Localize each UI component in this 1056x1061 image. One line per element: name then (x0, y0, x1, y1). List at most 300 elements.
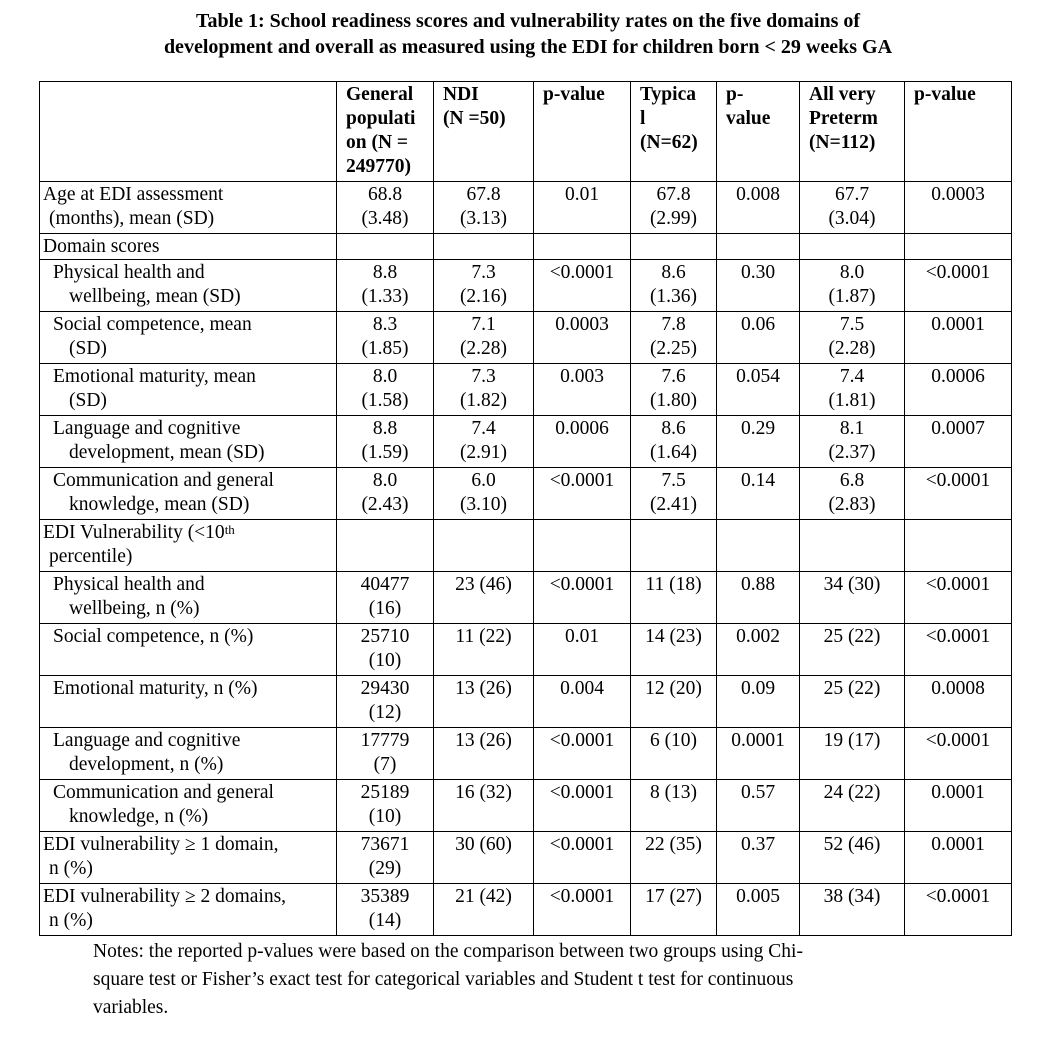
cell-value: (1.87) (828, 286, 876, 307)
table-cell (534, 832, 631, 884)
row-label-line: knowledge, mean (SD) (69, 494, 250, 515)
table-notes (93, 938, 923, 1022)
cell-value: 0.054 (736, 366, 780, 387)
table-cell (631, 572, 717, 624)
table-cell (905, 234, 1012, 260)
table-cell (800, 520, 905, 572)
table-cell (631, 468, 717, 520)
header-line: All very (809, 84, 876, 105)
table-title (0, 8, 1056, 60)
cell-value: 0.0008 (931, 678, 985, 699)
cell-value: 8.1 (839, 418, 865, 439)
cell-value: 40477 (360, 574, 410, 595)
cell-value: 12 (20) (645, 678, 702, 699)
cell-value: 0.0001 (931, 314, 985, 335)
cell-value: (2.28) (459, 338, 508, 359)
table-cell (800, 182, 905, 234)
table-cell (434, 260, 534, 312)
cell-value: 7.6 (661, 366, 686, 387)
cell-value: 68.8 (367, 184, 403, 205)
table-row (40, 312, 1012, 364)
cell-value: 0.0001 (731, 730, 785, 751)
cell-value: 7.4 (839, 366, 865, 387)
cell-value: 7.3 (471, 366, 496, 387)
table-cell (905, 624, 1012, 676)
table-cell (905, 468, 1012, 520)
row-label-line: (months), mean (SD) (49, 208, 215, 229)
table-cell (800, 416, 905, 468)
header-line: NDI (443, 84, 479, 105)
table-cell (717, 572, 800, 624)
cell-value: 0.0003 (555, 314, 609, 335)
header-ndi (434, 82, 534, 182)
cell-value: <0.0001 (549, 730, 615, 751)
table-cell (337, 416, 434, 468)
row-label-line: percentile) (49, 546, 133, 567)
row-label-line: EDI vulnerability ≥ 1 domain, (43, 834, 279, 855)
header-line: l (640, 108, 646, 129)
table-cell (905, 520, 1012, 572)
cell-value: 0.01 (564, 626, 600, 647)
table-row (40, 780, 1012, 832)
row-label (40, 624, 337, 676)
cell-value: 25189 (360, 782, 410, 803)
cell-value: 14 (23) (645, 626, 702, 647)
cell-value: 0.09 (740, 678, 776, 699)
table-cell (717, 780, 800, 832)
table-cell (905, 728, 1012, 780)
cell-value: (2.83) (828, 494, 876, 515)
cell-value: 8.6 (661, 262, 686, 283)
row-label-line: Emotional maturity, n (%) (53, 678, 258, 699)
table-cell (534, 884, 631, 936)
table-cell (534, 520, 631, 572)
cell-value: 0.06 (740, 314, 776, 335)
table-cell (800, 572, 905, 624)
table-cell (905, 780, 1012, 832)
cell-value: (2.25) (649, 338, 698, 359)
table-cell (905, 416, 1012, 468)
header-line: Preterm (809, 108, 878, 129)
table-cell (905, 312, 1012, 364)
table-cell (717, 364, 800, 416)
table-cell (434, 728, 534, 780)
table-cell (717, 728, 800, 780)
cell-value: 7.5 (661, 470, 686, 491)
table-cell (631, 234, 717, 260)
header-line: value (726, 108, 771, 129)
table-cell (337, 884, 434, 936)
table-cell (631, 182, 717, 234)
table-cell (434, 312, 534, 364)
table-row (40, 728, 1012, 780)
header-line: (N=112) (809, 132, 876, 153)
cell-value: (2.41) (649, 494, 698, 515)
cell-value: (2.28) (828, 338, 876, 359)
cell-value: 8.8 (372, 262, 398, 283)
table-cell (337, 676, 434, 728)
table-cell (905, 364, 1012, 416)
table-row (40, 234, 1012, 260)
cell-value: (10) (368, 806, 402, 827)
cell-value: 7.3 (471, 262, 496, 283)
table-cell (631, 312, 717, 364)
row-label-line: Social competence, mean (53, 314, 252, 335)
cell-value: 0.30 (740, 262, 776, 283)
cell-value: <0.0001 (549, 574, 615, 595)
table-cell (534, 624, 631, 676)
table-cell (800, 260, 905, 312)
cell-value: 24 (22) (823, 782, 881, 803)
table-cell (631, 884, 717, 936)
table-cell (534, 364, 631, 416)
cell-value: 7.5 (839, 314, 865, 335)
table-cell (905, 676, 1012, 728)
row-label (40, 364, 337, 416)
row-label-line: Physical health and (53, 574, 205, 595)
cell-value: (1.64) (649, 442, 698, 463)
table-cell (717, 832, 800, 884)
row-label-line: EDI Vulnerability (<10th (43, 522, 235, 543)
cell-value: 67.7 (834, 184, 870, 205)
table-cell (631, 728, 717, 780)
cell-value: 11 (22) (455, 626, 512, 647)
row-label-line: development, n (%) (69, 754, 224, 775)
row-label (40, 520, 337, 572)
cell-value: 0.0007 (931, 418, 985, 439)
table-cell (905, 260, 1012, 312)
table-title-line-1: Table 1: School readiness scores and vulnerability rates on the five domains of (195, 10, 861, 32)
row-label-line: Emotional maturity, mean (53, 366, 256, 387)
row-label-line: Language and cognitive (53, 418, 241, 439)
table-cell (434, 780, 534, 832)
cell-value: 21 (42) (455, 886, 512, 907)
cell-value: 16 (32) (455, 782, 512, 803)
cell-value: (3.10) (459, 494, 508, 515)
table-cell (534, 572, 631, 624)
cell-value: (1.36) (649, 286, 698, 307)
cell-value: 6.8 (839, 470, 865, 491)
cell-value: (1.59) (361, 442, 409, 463)
cell-value: (2.43) (361, 494, 409, 515)
cell-value: (3.48) (361, 208, 409, 229)
cell-value: 0.0001 (931, 834, 985, 855)
table-cell (631, 364, 717, 416)
header-empty (40, 82, 337, 182)
table-cell (337, 520, 434, 572)
table-cell (631, 832, 717, 884)
cell-value: 38 (34) (823, 886, 881, 907)
table-cell (905, 832, 1012, 884)
table-cell (337, 312, 434, 364)
table-cell (337, 260, 434, 312)
table-cell (337, 364, 434, 416)
cell-value: (1.33) (361, 286, 409, 307)
cell-value: <0.0001 (549, 886, 615, 907)
table-cell (534, 676, 631, 728)
cell-value: 8.3 (372, 314, 398, 335)
table-cell (717, 624, 800, 676)
cell-value: 29430 (360, 678, 410, 699)
cell-value: (1.80) (649, 390, 698, 411)
table-cell (434, 182, 534, 234)
cell-value: 0.0003 (931, 184, 985, 205)
cell-value: 6.0 (471, 470, 496, 491)
cell-value: (1.82) (459, 390, 508, 411)
table-cell (800, 468, 905, 520)
table-cell (434, 676, 534, 728)
cell-value: 0.0006 (931, 366, 985, 387)
table-cell (800, 624, 905, 676)
cell-value: (2.37) (828, 442, 876, 463)
table-cell (434, 416, 534, 468)
header-line: (N=62) (640, 132, 698, 153)
notes-line-3: variables. (93, 997, 169, 1018)
cell-value: (7) (373, 754, 397, 775)
table-cell (717, 520, 800, 572)
table-cell (717, 312, 800, 364)
table-cell (717, 234, 800, 260)
header-p-value-typical (717, 82, 800, 182)
cell-value: 11 (18) (645, 574, 702, 595)
table-row (40, 260, 1012, 312)
cell-value: 0.88 (740, 574, 776, 595)
header-general-population (337, 82, 434, 182)
row-label-line: EDI vulnerability ≥ 2 domains, (43, 886, 287, 907)
cell-value: 25 (22) (823, 678, 881, 699)
cell-value: 8.0 (372, 366, 398, 387)
cell-value: 22 (35) (645, 834, 702, 855)
table-cell (717, 260, 800, 312)
header-line: Typica (640, 84, 696, 105)
table-cell (631, 520, 717, 572)
row-label (40, 416, 337, 468)
table-cell (434, 884, 534, 936)
table-cell (534, 780, 631, 832)
table-cell (631, 780, 717, 832)
cell-value: (2.91) (459, 442, 508, 463)
cell-value: <0.0001 (925, 574, 991, 595)
cell-value: 17779 (360, 730, 410, 751)
cell-value: 0.37 (740, 834, 776, 855)
table-cell (800, 832, 905, 884)
table-cell (631, 676, 717, 728)
cell-value: (2.16) (459, 286, 508, 307)
row-label (40, 468, 337, 520)
cell-value: (1.81) (828, 390, 876, 411)
notes-line-2: square test or Fisher’s exact test for categorical variables and Student t test for continuous (93, 969, 794, 990)
header-line: populati (346, 108, 416, 129)
cell-value: 30 (60) (455, 834, 512, 855)
table-row (40, 182, 1012, 234)
cell-value: <0.0001 (549, 470, 615, 491)
table-cell (534, 416, 631, 468)
cell-value: <0.0001 (925, 886, 991, 907)
table-row (40, 884, 1012, 936)
cell-value: 0.002 (736, 626, 780, 647)
row-label (40, 884, 337, 936)
cell-value: <0.0001 (925, 730, 991, 751)
table-cell (717, 468, 800, 520)
row-label-line: Age at EDI assessment (43, 184, 224, 205)
cell-value: 25 (22) (823, 626, 881, 647)
row-label (40, 832, 337, 884)
cell-value: 73671 (360, 834, 410, 855)
table-row (40, 468, 1012, 520)
cell-value: 13 (26) (455, 678, 512, 699)
table-cell (534, 234, 631, 260)
cell-value: <0.0001 (549, 782, 615, 803)
cell-value: (2.99) (649, 208, 698, 229)
header-line: (N =50) (443, 108, 506, 129)
row-label (40, 260, 337, 312)
results-table (39, 81, 1012, 936)
row-label (40, 312, 337, 364)
table-cell (800, 780, 905, 832)
table-cell (631, 416, 717, 468)
cell-value: (3.04) (828, 208, 876, 229)
cell-value: (12) (368, 702, 402, 723)
table-cell (434, 832, 534, 884)
cell-value: 6 (10) (649, 730, 698, 751)
header-typical (631, 82, 717, 182)
cell-value: 0.005 (736, 886, 780, 907)
header-line: p-value (914, 84, 976, 105)
table-row (40, 572, 1012, 624)
table-cell (434, 468, 534, 520)
cell-value: 8.0 (372, 470, 398, 491)
row-label-line: wellbeing, mean (SD) (69, 286, 241, 307)
row-label-line: Communication and general (53, 782, 274, 803)
table-row (40, 624, 1012, 676)
cell-value: <0.0001 (925, 470, 991, 491)
table-cell (631, 624, 717, 676)
cell-value: 52 (46) (823, 834, 881, 855)
cell-value: (29) (368, 858, 402, 879)
cell-value: 8 (13) (649, 782, 698, 803)
cell-value: 0.0006 (555, 418, 609, 439)
table-cell (434, 572, 534, 624)
row-label-line: Communication and general (53, 470, 274, 491)
row-label-line: n (%) (49, 858, 93, 879)
cell-value: 7.8 (661, 314, 686, 335)
table-cell (337, 832, 434, 884)
header-p-value-ndi (534, 82, 631, 182)
cell-value: 67.8 (466, 184, 501, 205)
cell-value: 35389 (360, 886, 410, 907)
table-cell (337, 182, 434, 234)
table-cell (717, 676, 800, 728)
header-line: 249770) (346, 156, 411, 177)
row-label (40, 182, 337, 234)
cell-value: 0.004 (560, 678, 604, 699)
table-cell (800, 884, 905, 936)
cell-value: <0.0001 (549, 262, 615, 283)
cell-value: (16) (368, 598, 402, 619)
table-cell (631, 260, 717, 312)
cell-value: (3.13) (459, 208, 508, 229)
table-cell (717, 182, 800, 234)
row-label (40, 234, 337, 260)
row-label-line: development, mean (SD) (69, 442, 265, 463)
cell-value: 13 (26) (455, 730, 512, 751)
table-cell (800, 234, 905, 260)
cell-value: 25710 (360, 626, 410, 647)
cell-value: 0.29 (740, 418, 776, 439)
table-cell (434, 520, 534, 572)
cell-value: 0.008 (736, 184, 780, 205)
cell-value: 0.0001 (931, 782, 985, 803)
header-line: General (346, 84, 414, 105)
table-cell (905, 884, 1012, 936)
cell-value: <0.0001 (925, 262, 991, 283)
table-cell (534, 312, 631, 364)
cell-value: <0.0001 (925, 626, 991, 647)
table-cell (800, 364, 905, 416)
cell-value: 0.003 (560, 366, 604, 387)
row-label (40, 572, 337, 624)
table-cell (800, 312, 905, 364)
table-cell (337, 780, 434, 832)
cell-value: (10) (368, 650, 402, 671)
table-cell (905, 182, 1012, 234)
table-cell (434, 234, 534, 260)
table-cell (534, 468, 631, 520)
row-label-line: (SD) (69, 338, 107, 359)
table-cell (337, 234, 434, 260)
header-line: p-value (543, 84, 605, 105)
cell-value: (14) (368, 910, 402, 931)
table-cell (800, 728, 905, 780)
cell-value: 0.14 (740, 470, 776, 491)
table-cell (534, 728, 631, 780)
cell-value: 17 (27) (645, 886, 702, 907)
table-row (40, 416, 1012, 468)
row-label-line: n (%) (49, 910, 93, 931)
table-cell (434, 624, 534, 676)
row-label (40, 676, 337, 728)
row-label (40, 780, 337, 832)
header-row (40, 82, 1012, 182)
cell-value: 7.1 (471, 314, 496, 335)
row-label-line: (SD) (69, 390, 107, 411)
header-all-very-preterm (800, 82, 905, 182)
row-label-line: knowledge, n (%) (69, 806, 209, 827)
header-line: p- (726, 84, 744, 105)
cell-value: 23 (46) (455, 574, 512, 595)
cell-value: 0.01 (564, 184, 600, 205)
header-p-value-preterm (905, 82, 1012, 182)
cell-value: 19 (17) (823, 730, 881, 751)
row-label-line: Domain scores (43, 236, 160, 257)
table-row (40, 520, 1012, 572)
table-cell (434, 364, 534, 416)
cell-value: 8.0 (839, 262, 865, 283)
table-row (40, 676, 1012, 728)
table-cell (534, 260, 631, 312)
table-cell (905, 572, 1012, 624)
cell-value: 34 (30) (823, 574, 881, 595)
table-row (40, 364, 1012, 416)
cell-value: 7.4 (471, 418, 496, 439)
row-label-line: Physical health and (53, 262, 205, 283)
table-cell (337, 728, 434, 780)
row-label-line: wellbeing, n (%) (69, 598, 200, 619)
cell-value: (1.85) (361, 338, 409, 359)
cell-value: <0.0001 (549, 834, 615, 855)
notes-line-1: Notes: the reported p-values were based on the comparison between two groups using Chi- (93, 941, 803, 962)
table-cell (717, 884, 800, 936)
